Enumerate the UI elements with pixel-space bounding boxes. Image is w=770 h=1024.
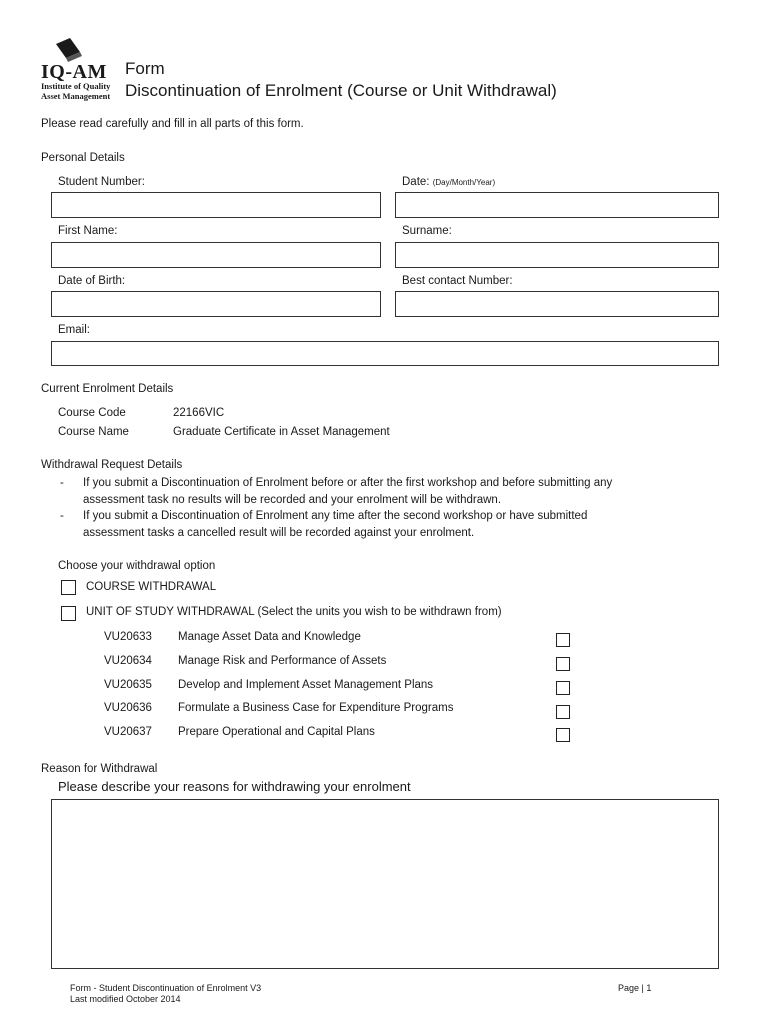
withdrawal-note-2: If you submit a Discontinuation of Enrolment any time after the second workshop or have submitted assessment tasks a cancelled result will be recorded against your enrolment. — [83, 510, 588, 539]
unit-code: VU20633 — [104, 631, 152, 643]
unit-withdrawal-checkbox[interactable] — [61, 606, 76, 621]
intro-text: Please read carefully and fill in all parts of this form. — [41, 118, 304, 130]
email-field[interactable] — [51, 341, 719, 366]
page-number: Page | 1 — [618, 983, 652, 993]
unit-name: Manage Asset Data and Knowledge — [178, 631, 361, 643]
course-code-value: 22166VIC — [173, 407, 225, 419]
unit-checkbox-vu20635[interactable] — [556, 681, 570, 695]
course-code-label: Course Code — [58, 407, 126, 419]
unit-name: Formulate a Business Case for Expenditure Programs — [178, 702, 454, 714]
footer-info: Form - Student Discontinuation of Enrolment V3 Last modified October 2014 — [70, 983, 262, 1004]
date-label: Date: (Day/Month/Year) — [402, 176, 496, 188]
unit-checkbox-vu20634[interactable] — [556, 657, 570, 671]
bullet-dash-2: - — [60, 510, 64, 522]
dob-field[interactable] — [51, 291, 381, 317]
first-name-label: First Name: — [58, 225, 118, 237]
surname-field[interactable] — [395, 242, 719, 268]
personal-details-heading: Personal Details — [41, 152, 125, 164]
unit-checkbox-vu20637[interactable] — [556, 728, 570, 742]
withdrawal-note-1: If you submit a Discontinuation of Enrolment before or after the first workshop and before submitting any assessment task no results will be recorded and your enrolment will be withdrawn. — [83, 477, 613, 506]
student-number-label: Student Number: — [58, 176, 145, 188]
choose-option-label: Choose your withdrawal option — [58, 560, 216, 572]
course-name-label: Course Name — [58, 426, 129, 438]
reason-heading: Reason for Withdrawal — [41, 763, 158, 775]
unit-checkbox-vu20636[interactable] — [556, 705, 570, 719]
unit-code: VU20634 — [104, 655, 152, 667]
date-field[interactable] — [395, 192, 719, 218]
logo-subtitle: Institute of Quality Asset Management — [41, 81, 111, 101]
course-withdrawal-checkbox[interactable] — [61, 580, 76, 595]
unit-code: VU20635 — [104, 679, 152, 691]
student-number-field[interactable] — [51, 192, 381, 218]
dob-label: Date of Birth: — [58, 275, 126, 287]
unit-name: Manage Risk and Performance of Assets — [178, 655, 387, 667]
first-name-field[interactable] — [51, 242, 381, 268]
unit-checkbox-vu20633[interactable] — [556, 633, 570, 647]
bullet-dash-1: - — [60, 477, 64, 489]
enrolment-details-heading: Current Enrolment Details — [41, 383, 174, 395]
course-withdrawal-label: COURSE WITHDRAWAL — [86, 581, 217, 593]
form-label: Form — [125, 59, 165, 78]
contact-number-field[interactable] — [395, 291, 719, 317]
form-title: Discontinuation of Enrolment (Course or Unit Withdrawal) — [125, 81, 557, 100]
contact-number-label: Best contact Number: — [402, 275, 513, 287]
email-label: Email: — [58, 324, 90, 336]
withdrawal-details-heading: Withdrawal Request Details — [41, 459, 183, 471]
unit-code: VU20636 — [104, 702, 152, 714]
logo-name: IQ-AM — [41, 61, 107, 83]
unit-name: Prepare Operational and Capital Plans — [178, 726, 375, 738]
course-name-value: Graduate Certificate in Asset Management — [173, 426, 390, 438]
surname-label: Surname: — [402, 225, 452, 237]
reason-textarea[interactable] — [51, 799, 719, 969]
unit-code: VU20637 — [104, 726, 152, 738]
unit-withdrawal-label: UNIT OF STUDY WITHDRAWAL (Select the units you wish to be withdrawn from) — [86, 606, 502, 618]
reason-prompt: Please describe your reasons for withdrawing your enrolment — [58, 779, 411, 794]
unit-name: Develop and Implement Asset Management Plans — [178, 679, 434, 691]
